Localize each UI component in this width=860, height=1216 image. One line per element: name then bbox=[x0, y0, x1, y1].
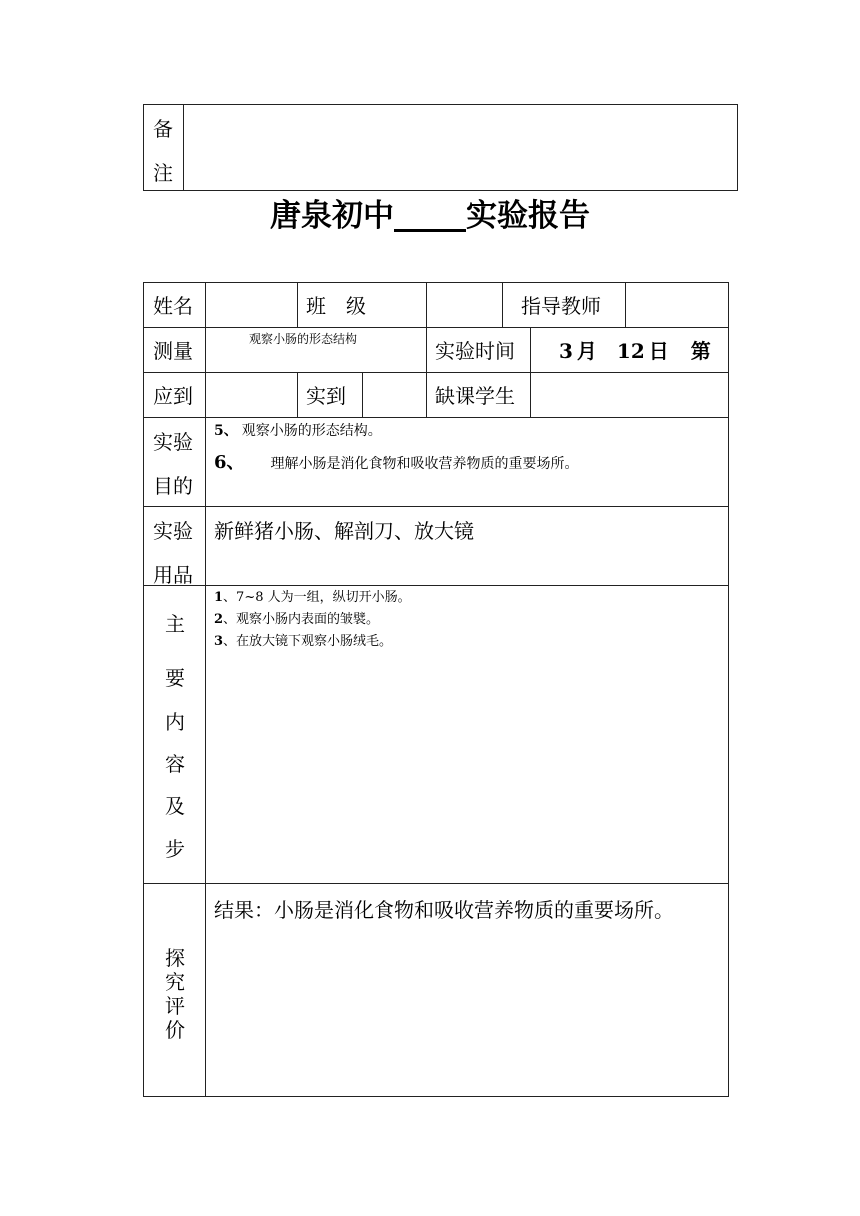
evaluation-label-char-3: 评 bbox=[165, 994, 185, 1018]
step-3-text: 、在放大镜下观察小肠绒毛。 bbox=[223, 634, 393, 649]
month-unit: 月 bbox=[576, 339, 597, 363]
remarks-label-char-2: 注 bbox=[153, 161, 173, 185]
purpose-item-2 bbox=[214, 452, 579, 474]
purpose-item-1-text: 观察小肠的形态结构。 bbox=[241, 423, 382, 439]
supplies-content-cell[interactable] bbox=[205, 506, 729, 586]
evaluation-label-cell bbox=[143, 883, 206, 1097]
actual-value-cell[interactable] bbox=[362, 372, 427, 418]
actual-label: 实到 bbox=[306, 384, 346, 408]
step-2-text: 、观察小肠内表面的皱襞。 bbox=[223, 612, 380, 627]
content-label-cell bbox=[143, 585, 206, 884]
content-label-char-6: 步 bbox=[165, 837, 185, 861]
measure-label-cell bbox=[143, 327, 206, 373]
expected-value-cell[interactable] bbox=[205, 372, 298, 418]
teacher-label: 指导教师 bbox=[521, 294, 601, 318]
class-value-cell[interactable] bbox=[426, 282, 503, 328]
supplies-text: 新鲜猪小肠、解剖刀、放大镜 bbox=[214, 519, 474, 543]
actual-label-cell bbox=[297, 372, 363, 418]
purpose-item-2-num: 6、 bbox=[214, 452, 245, 473]
day-unit: 日 bbox=[648, 339, 669, 363]
expected-label: 应到 bbox=[153, 384, 193, 408]
step-2-num: 2 bbox=[214, 612, 224, 627]
class-label-cell bbox=[297, 282, 427, 328]
content-label-char-2: 要 bbox=[165, 666, 185, 690]
month-value: 3 bbox=[559, 339, 573, 363]
name-label: 姓名 bbox=[153, 294, 193, 318]
step-1-text: 、7~8 人为一组，纵切开小肠。 bbox=[223, 590, 411, 605]
evaluation-result: 结果：小肠是消化食物和吸收营养物质的重要场所。 bbox=[214, 898, 674, 922]
remarks-content-cell[interactable] bbox=[183, 104, 738, 191]
teacher-value-cell[interactable] bbox=[625, 282, 729, 328]
supplies-label-cell bbox=[143, 506, 206, 586]
evaluation-label-char-1: 探 bbox=[165, 946, 185, 970]
title-suffix: 实验报告 bbox=[466, 198, 590, 234]
remarks-label-cell bbox=[143, 104, 184, 191]
teacher-label-cell bbox=[502, 282, 626, 328]
supplies-label-line-1: 实验 bbox=[153, 519, 193, 543]
purpose-label-line-2: 目的 bbox=[153, 474, 193, 498]
day-value: 12 bbox=[616, 339, 645, 363]
name-label-cell bbox=[143, 282, 206, 328]
period-label: 第 bbox=[690, 339, 711, 363]
step-1-num: 1 bbox=[214, 590, 224, 605]
purpose-item-2-text: 理解小肠是消化食物和吸收营养物质的重要场所。 bbox=[270, 456, 579, 472]
absent-label-cell bbox=[426, 372, 531, 418]
purpose-item-1 bbox=[214, 422, 382, 440]
content-label-char-3: 内 bbox=[165, 710, 185, 734]
title-prefix: 唐泉初中 bbox=[270, 198, 394, 234]
absent-value-cell[interactable] bbox=[530, 372, 729, 418]
step-1 bbox=[214, 590, 411, 606]
time-label: 实验时间 bbox=[435, 339, 515, 363]
measure-label: 测量 bbox=[153, 339, 193, 363]
content-label-char-4: 容 bbox=[165, 752, 185, 776]
supplies-label-line-2: 用品 bbox=[153, 563, 193, 587]
content-steps-cell[interactable] bbox=[205, 585, 729, 884]
content-label-char-5: 及 bbox=[165, 794, 185, 818]
time-label-cell bbox=[426, 327, 531, 373]
remarks-label-char-1: 备 bbox=[153, 117, 173, 141]
evaluation-label-char-2: 究 bbox=[165, 970, 185, 994]
name-value-cell[interactable] bbox=[205, 282, 298, 328]
measure-value: 观察小肠的形态结构 bbox=[249, 332, 358, 346]
purpose-label-cell bbox=[143, 417, 206, 507]
purpose-label-line-1: 实验 bbox=[153, 430, 193, 454]
expected-label-cell bbox=[143, 372, 206, 418]
evaluation-label-char-4: 价 bbox=[165, 1018, 185, 1042]
time-value bbox=[559, 339, 711, 363]
step-3-num: 3 bbox=[214, 634, 224, 649]
step-2 bbox=[214, 612, 379, 628]
step-3 bbox=[214, 634, 392, 650]
evaluation-content-cell[interactable] bbox=[205, 883, 729, 1097]
absent-label: 缺课学生 bbox=[435, 384, 515, 408]
purpose-item-1-num: 5、 bbox=[214, 423, 238, 439]
title-blank[interactable] bbox=[394, 195, 466, 232]
content-label-char-1: 主 bbox=[165, 612, 185, 636]
time-value-cell[interactable] bbox=[530, 327, 729, 373]
purpose-content-cell[interactable] bbox=[205, 417, 729, 507]
measure-value-cell[interactable] bbox=[205, 327, 427, 373]
page-title bbox=[0, 194, 860, 240]
class-label: 班 级 bbox=[306, 294, 366, 318]
